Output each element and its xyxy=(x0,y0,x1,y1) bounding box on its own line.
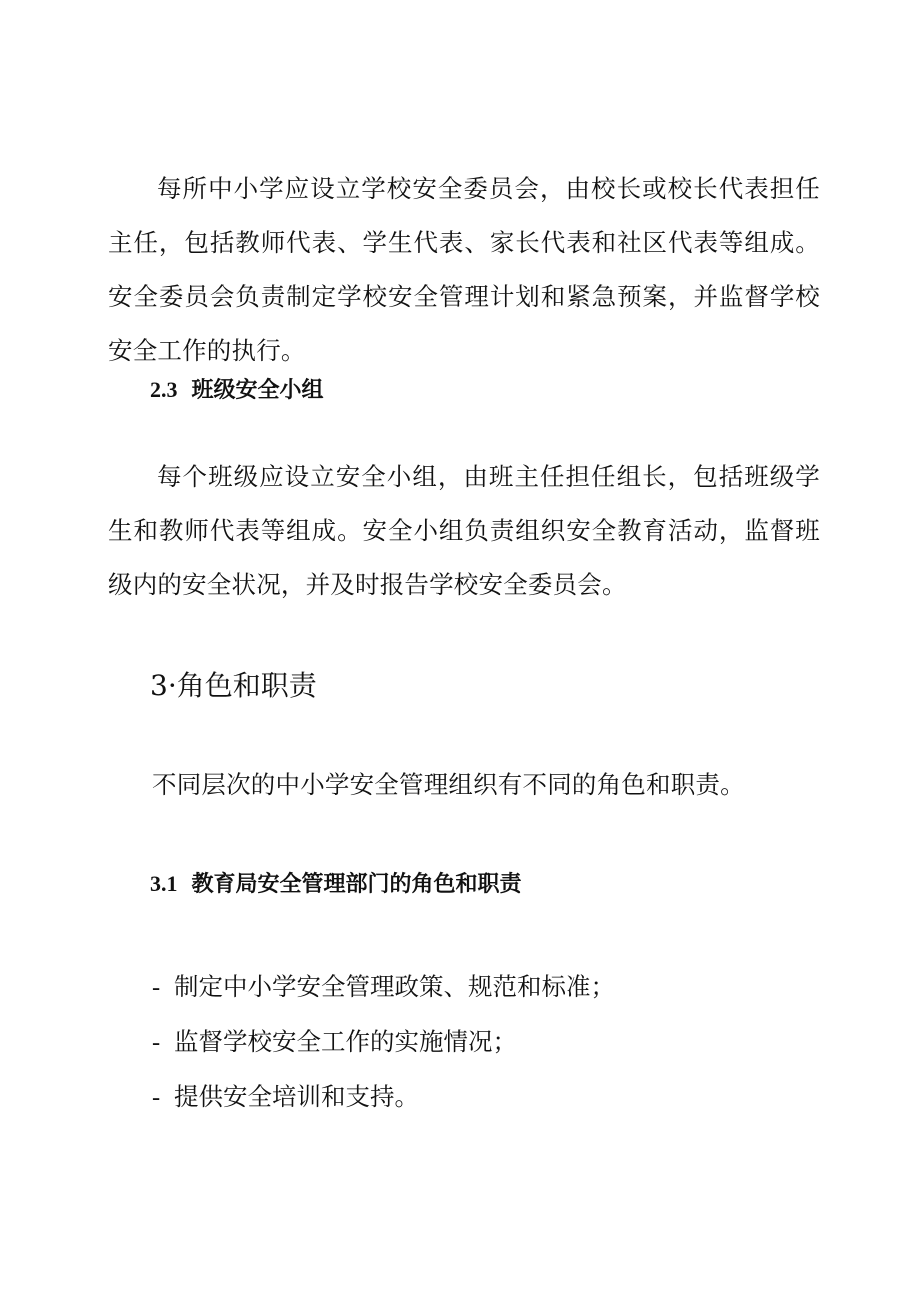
list-dash: - xyxy=(152,974,161,1001)
responsibility-list xyxy=(152,960,615,1125)
list-dash: - xyxy=(152,1029,161,1056)
paragraph-roles-intro: 不同层次的中小学安全管理组织有不同的角色和职责。 xyxy=(152,770,745,799)
section-heading-3: 3·角色和职责 xyxy=(150,669,317,702)
list-item-text: 制定中小学安全管理政策、规范和标准； xyxy=(174,972,615,1001)
paragraph-class-safety-group: 每个班级应设立安全小组，由班主任担任组长，包括班级学生和教师代表等组成。安全小组负责组织安全教育活动，监督班级内的安全状况，并及时报告学校安全委员会。 xyxy=(108,462,820,599)
list-item xyxy=(152,960,615,1015)
list-item-text: 提供安全培训和支持。 xyxy=(174,1082,419,1111)
section-title: 教育局安全管理部门的角色和职责 xyxy=(191,871,522,897)
section-title: 班级安全小组 xyxy=(191,377,324,403)
list-item-text: 监督学校安全工作的实施情况； xyxy=(174,1027,517,1056)
list-item xyxy=(152,1015,615,1070)
section-heading-2-3 xyxy=(150,373,324,407)
list-item xyxy=(152,1070,615,1125)
section-number: 2.3 xyxy=(150,377,178,402)
section-number: 3.1 xyxy=(150,871,178,896)
list-dash: - xyxy=(152,1084,161,1111)
section-heading-3-1 xyxy=(150,867,522,901)
paragraph-school-safety-committee: 每所中小学应设立学校安全委员会，由校长或校长代表担任主任，包括教师代表、学生代表、家长代表和社区代表等组成。安全委员会负责制定学校安全管理计划和紧急预案，并监督学校安全工作的执行。 xyxy=(108,174,820,365)
